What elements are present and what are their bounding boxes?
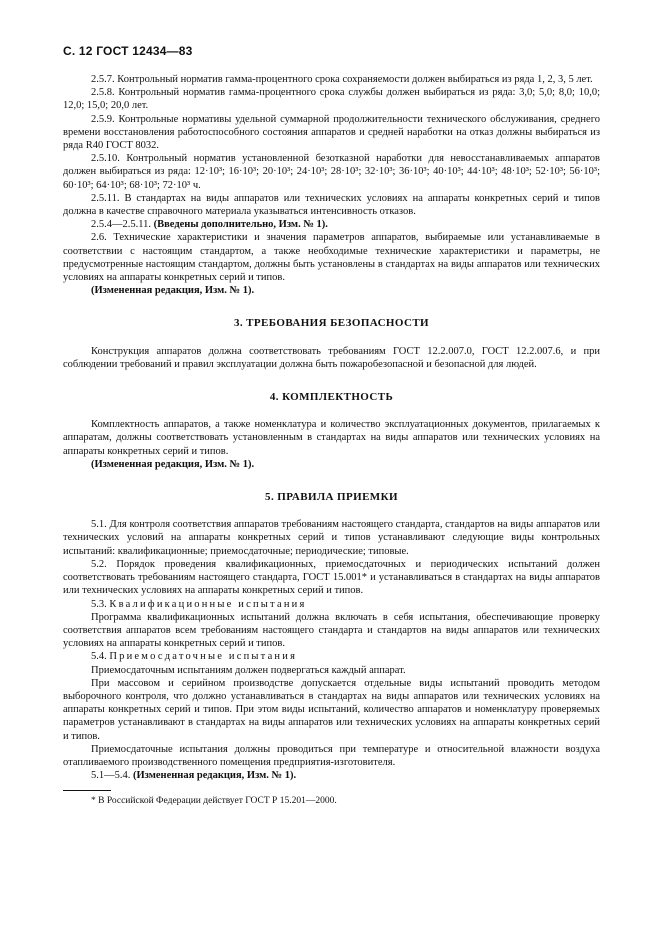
section-5-title: 5. ПРАВИЛА ПРИЕМКИ: [265, 491, 398, 504]
paragraph-2-5-7: 2.5.7. Контрольный норматив гамма-процентного срока сохраняемости должен выбираться из ряда 1, 2, 3, 5 лет.: [91, 74, 593, 85]
footnote-divider: [63, 790, 111, 791]
paragraph-2-5-10: 2.5.10. Контрольный норматив установленной безотказной наработки для невосстанавливаемых аппаратов должен выбираться из ряда: 12·10³; 16·10³; 20·10³; 24·10³; 28·10³; 32·10³; 36·10³; 40·10³; 44·10³; 48·10³; 52·10³; 56·10³; 60·10³; 64·10³; 68·10³; 72·10³ ч.: [63, 153, 600, 191]
paragraph-5-2: 5.2. Порядок проведения квалификационных, приемосдаточных и периодических испытаний должен соответствовать требованиям настоящего стандарта, ГОСТ 15.001* и устанавливаться в стандартах на виды аппаратов или технических условиях на аппараты конкретных серий и типов.: [63, 558, 600, 597]
section-4-text: Комплектность аппаратов, а также номенклатура и количество эксплуатационных документов, прилагаемых к аппаратам, должны соответствовать установленным в стандартах на виды аппаратов или технических условиях на аппараты конкретных серий и типов.: [63, 419, 600, 457]
footnote: * В Российской Федерации действует ГОСТ Р 15.201—2000.: [91, 796, 337, 807]
paragraph-5-1: 5.1. Для контроля соответствия аппаратов требованиям настоящего стандарта, стандартов на виды аппаратов или технических условий на аппараты конкретных серий и типов устанавливают следующие виды контрольных испытаний: квалификационные; приемосдаточные; периодические; типовые.: [63, 519, 600, 557]
note-2-5-4-prefix: 2.5.4—2.5.11.: [91, 219, 151, 231]
section-3-title: 3. ТРЕБОВАНИЯ БЕЗОПАСНОСТИ: [233, 317, 430, 330]
page-header: С. 12 ГОСТ 12434—83: [63, 44, 193, 58]
document-body: [63, 73, 600, 809]
note-5: [63, 769, 600, 782]
heading-5-4-title: Приемосдаточные испытания: [109, 651, 298, 663]
heading-5-3-num: 5.3.: [91, 598, 107, 610]
paragraph-2-5-8: 2.5.8. Контрольный норматив гамма-процентного срока службы должен выбираться из ряда: 3,0; 5,0; 8,0; 10,0; 12,0; 15,0; 20,0 лет.: [63, 87, 600, 112]
heading-5-3: [63, 598, 600, 611]
heading-5-4: [63, 650, 600, 663]
paragraph-5-4-c: Приемосдаточные испытания должны проводиться при температуре и относительной влажности воздуха отапливаемого производственного помещения предприятия-изготовителя.: [63, 743, 600, 768]
section-4-title: 4. КОМПЛЕКТНОСТЬ: [269, 391, 394, 404]
heading-5-4-num: 5.4.: [91, 651, 107, 663]
paragraph-2-5-11: 2.5.11. В стандартах на виды аппаратов или технических условиях на аппараты конкретных серий и типов должна в качестве справочного материала указываться интенсивность отказов.: [63, 192, 600, 218]
note-2-5-4-bold: (Введены дополнительно, Изм. № 1).: [153, 219, 328, 231]
paragraph-5-4-a: Приемосдаточным испытаниям должен подвергаться каждый аппарат.: [91, 664, 406, 676]
heading-5-3-title: Квалификационные испытания: [109, 598, 307, 610]
paragraph-2-5-9: 2.5.9. Контрольные нормативы удельной суммарной продолжительности технического обслуживания, среднего времени восстановления работоспособного состояния аппаратов и средней наработки на отказ должны выбираться из ряда R40 ГОСТ 8032.: [63, 113, 600, 152]
amendment-note-1: (Измененная редакция, Изм. № 1).: [91, 285, 255, 297]
note-2-5-4: [63, 218, 600, 231]
paragraph-5-3: Программа квалификационных испытаний должна включать в себя испытания, обеспечивающие проверку соответствия аппаратов всем требованиям настоящего стандарта и стандартов на виды аппаратов или технических условиях на аппараты конкретных серий и типов.: [63, 611, 600, 650]
note-5-bold: (Измененная редакция, Изм. № 1).: [133, 770, 297, 782]
paragraph-2-6: 2.6. Технические характеристики и значения параметров аппаратов, выбираемые или устанавливаемые в соответствии с настоящим стандартом, а также необходимые технические характеристики и параметры, не предусмотренные настоящим стандартом, должны быть установлены в стандартах на виды аппаратов или технических условиях на аппараты конкретных серий и типов.: [63, 232, 600, 284]
section-3-text: Конструкция аппаратов должна соответствовать требованиям ГОСТ 12.2.007.0, ГОСТ 12.2.007.6, и при соблюдении требований и правил эксплуатации должна быть пожаробезопасной и безопасной для людей.: [63, 345, 600, 370]
note-5-prefix: 5.1—5.4.: [91, 770, 131, 782]
paragraph-5-4-b: При массовом и серийном производстве допускается отдельные виды испытаний проводить методом выборочного контроля, что должно устанавливаться в стандартах на виды аппаратов или технических условиях на аппараты конкретных серий и типов. При этом виды испытаний, количество аппаратов и номенклатуру проверяемых параметров устанавливают в стандартах на виды аппаратов или технических условиях на аппараты конкретных серий и типов.: [63, 677, 600, 742]
amendment-note-2: (Измененная редакция, Изм. № 1).: [91, 458, 255, 470]
